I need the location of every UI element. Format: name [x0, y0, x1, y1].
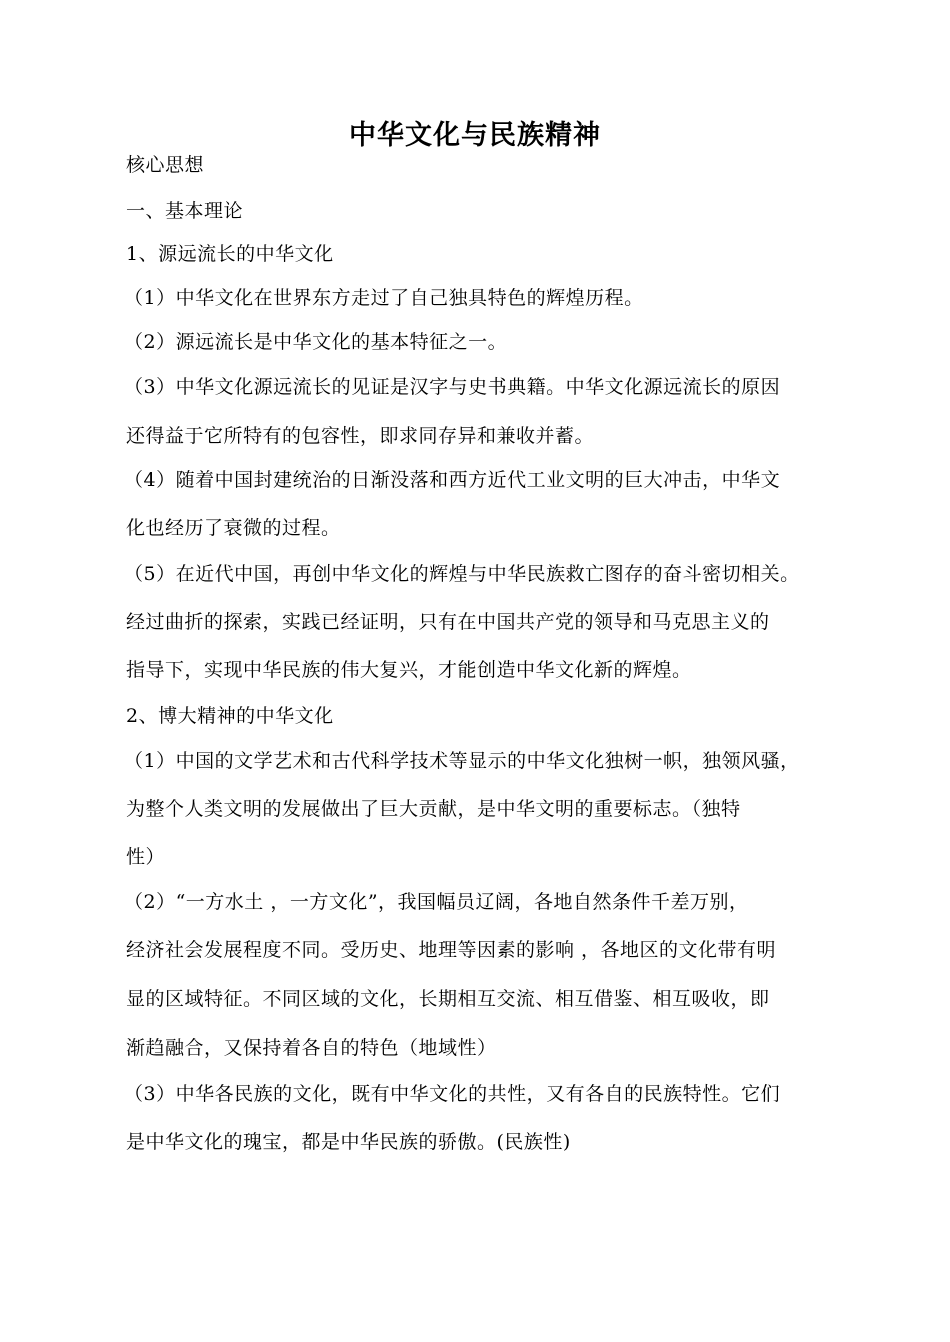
subsection-heading: 1、源远流长的中华文化: [126, 243, 334, 265]
paragraph-line: （3）中华文化源远流长的见证是汉字与史书典籍。中华文化源远流长的原因: [124, 376, 781, 398]
paragraph-line: （3）中华各民族的文化，既有中华文化的共性，又有各自的民族特性。它们: [124, 1083, 781, 1105]
paragraph-line: （1）中国的文学艺术和古代科学技术等显示的中华文化独树一帜，独领风骚，: [124, 750, 800, 772]
paragraph-line: （1）中华文化在世界东方走过了自己独具特色的辉煌历程。: [124, 287, 644, 309]
document-title: 中华文化与民族精神: [349, 120, 601, 151]
paragraph-line: 渐趋融合，又保持着各自的特色（地域性）: [126, 1037, 497, 1059]
subsection-heading: 2、博大精神的中华文化: [126, 705, 334, 727]
paragraph-line: 化也经历了衰微的过程。: [126, 517, 341, 539]
paragraph-line: （2）“一方水土 ，一方文化”，我国幅员辽阔，各地自然条件千差万别，: [124, 891, 749, 913]
paragraph-line: 为整个人类文明的发展做出了巨大贡献，是中华文明的重要标志。（独特: [126, 798, 741, 820]
paragraph-line: 是中华文化的瑰宝，都是中华民族的骄傲。(民族性): [126, 1131, 571, 1153]
section-heading: 一、基本理论: [126, 200, 244, 222]
paragraph-line: （2）源远流长是中华文化的基本特征之一。: [124, 331, 508, 353]
paragraph-line: 显的区域特征。不同区域的文化，长期相互交流、相互借鉴、相互吸收，即: [126, 988, 770, 1010]
paragraph-line: 性）: [126, 846, 166, 868]
paragraph-line: 经济社会发展程度不同。受历史、地理等因素的影响 ，各地区的文化带有明: [126, 939, 777, 961]
paragraph-line: 还得益于它所特有的包容性，即求同存异和兼收并蓄。: [126, 425, 595, 447]
paragraph-line: （5）在近代中国，再创中华文化的辉煌与中华民族救亡图存的奋斗密切相关。: [124, 563, 800, 585]
paragraph-line: 经过曲折的探索，实践已经证明，只有在中国共产党的领导和马克思主义的: [126, 611, 770, 633]
paragraph-line: 指导下，实现中华民族的伟大复兴，才能创造中华文化新的辉煌。: [126, 659, 692, 681]
paragraph-line: （4）随着中国封建统治的日渐没落和西方近代工业文明的巨大冲击，中华文: [124, 469, 781, 491]
section-heading: 核心思想: [126, 154, 205, 176]
